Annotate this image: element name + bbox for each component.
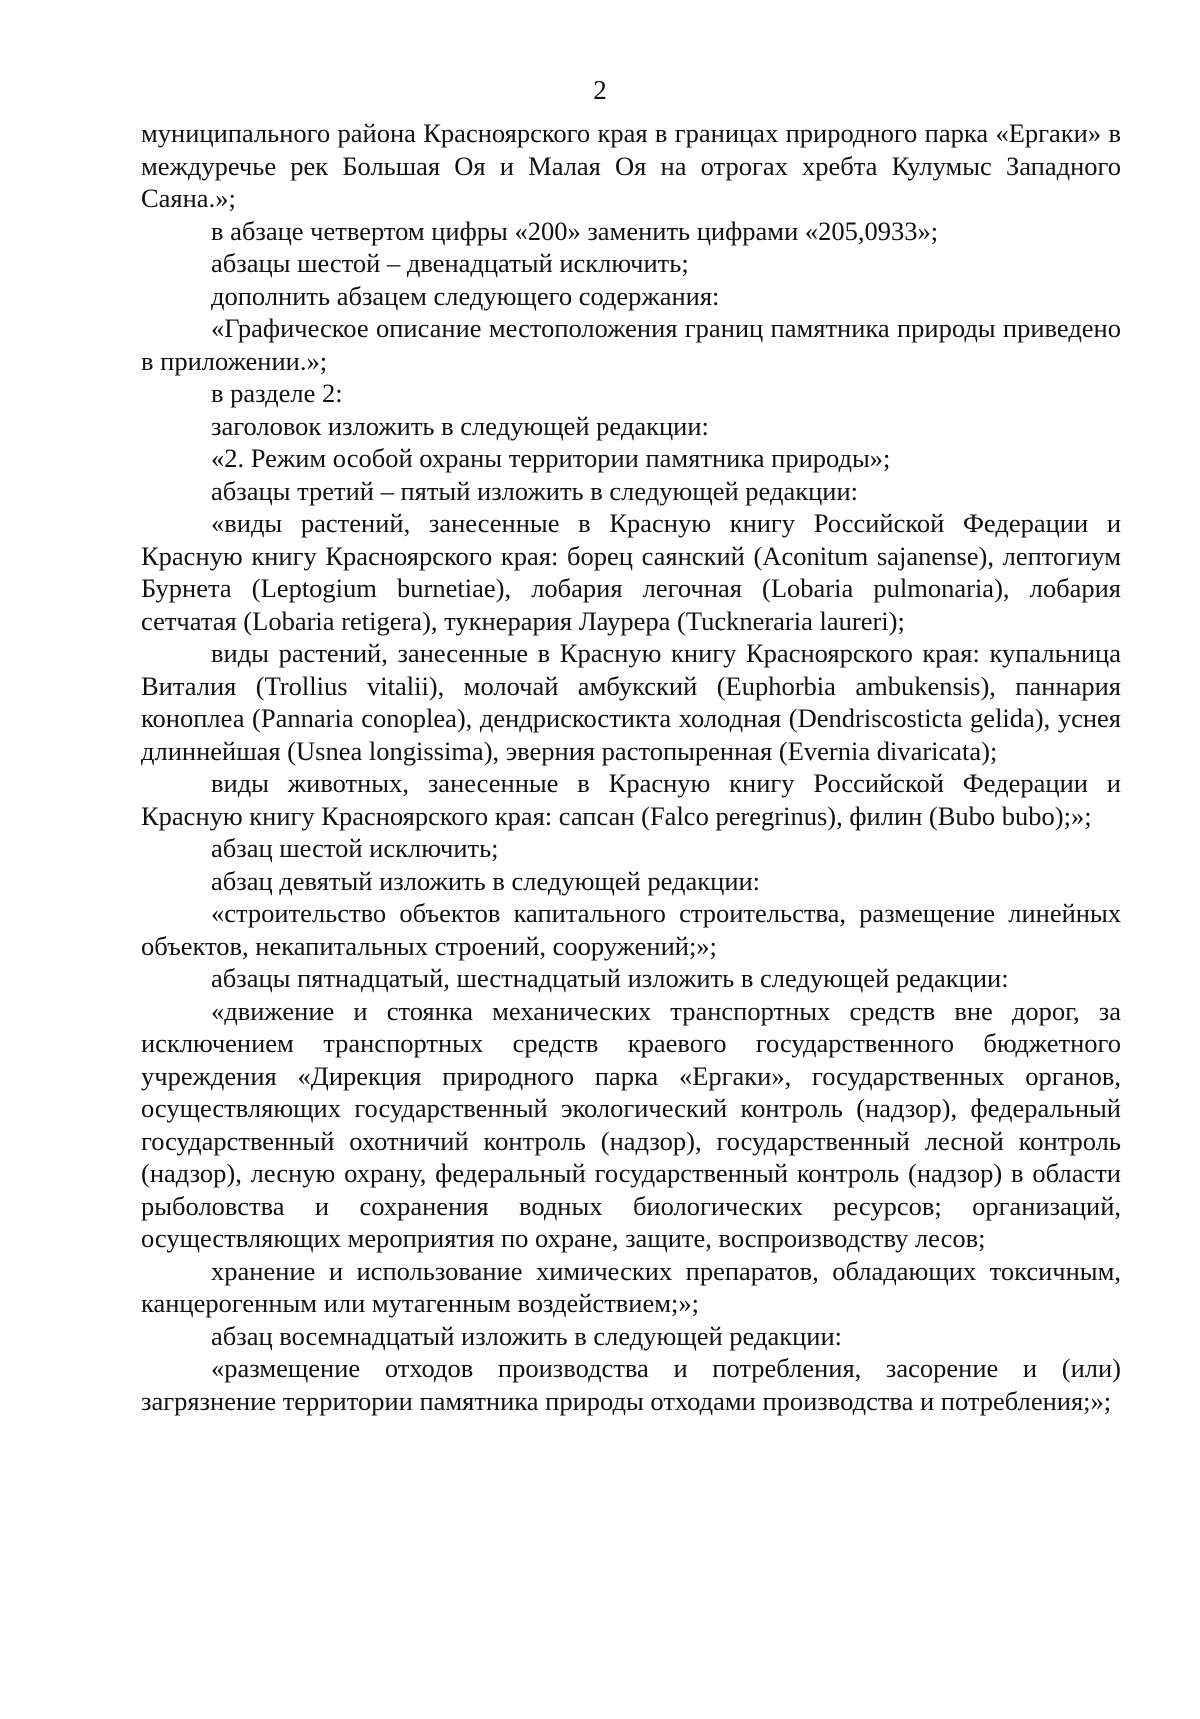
paragraph: абзацы шестой – двенадцатый исключить; [211, 248, 689, 278]
paragraph: «движение и стоянка механических транспортных средств вне дорог, за исключением транспортных средств краевого государственного бюджетного учреждения «Дирекция природного парка «Ергаки», государственных органов, осуществляющих государственный экологический контроль (надзор), федеральный государственный охотничий контроль (надзор), государственный лесной контроль (надзор), лесную охрану, федеральный государственный контроль (надзор) в области рыболовства и сохранения водных биологических ресурсов; организаций, осуществляющих мероприятия по охране, защите, воспроизводству лесов; [141, 995, 1121, 1253]
paragraph: виды растений, занесенные в Красную книгу Красноярского края: купальница Виталия (Trollius vitalii), молочай амбукский (Euphorbia ambukensis), паннария коноплеа (Pannaria conoplea), дендрискостикта холодная (Dendriscosticta gelida), уснея длиннейшая (Usnea longissima), эверния растопыренная (Evernia divaricata); [141, 638, 1121, 766]
paragraph: виды животных, занесенные в Красную книгу Российской Федерации и Красную книгу Красноярского края: сапсан (Falco peregrinus), филин (Bubo bubo);»; [141, 768, 1121, 831]
paragraph: в разделе 2: [211, 378, 343, 408]
paragraph: заголовок изложить в следующей редакции: [211, 410, 709, 441]
document-body [141, 117, 1121, 1417]
paragraph: абзац девятый изложить в следующей редакции: [211, 865, 761, 896]
paragraph: абзацы пятнадцатый, шестнадцатый изложить в следующей редакции: [211, 963, 1009, 993]
paragraph: «2. Режим особой охраны территории памятника природы»; [211, 443, 891, 473]
paragraph: дополнить абзацем следующего содержания: [211, 280, 720, 311]
page-number: 2 [593, 75, 607, 105]
paragraph: «строительство объектов капитального строительства, размещение линейных объектов, некапитальных строений, сооружений;»; [141, 898, 1121, 961]
paragraph: абзац восемнадцатый изложить в следующей редакции: [211, 1320, 842, 1351]
paragraph: «виды растений, занесенные в Красную книгу Российской Федерации и Красную книгу Красноярского края: борец саянский (Aconitum sajanense), лептогиум Бурнета (Leptogium burnetiae), лобария легочная (Lobaria pulmonaria), лобария сетчатая (Lobaria retigera), тукнерария Лаурера (Tuckneraria laureri); [141, 508, 1121, 636]
paragraph: «Графическое описание местоположения границ памятника природы приведено в приложении.»; [141, 313, 1121, 376]
paragraph: абзац шестой исключить; [211, 833, 499, 863]
paragraph: хранение и использование химических препаратов, обладающих токсичным, канцерогенным или мутагенным воздействием;»; [141, 1255, 1121, 1318]
paragraph: в абзаце четвертом цифры «200» заменить цифрами «205,0933»; [211, 215, 939, 246]
paragraph: абзацы третий – пятый изложить в следующей редакции: [211, 475, 858, 506]
paragraph: муниципального района Красноярского края в границах природного парка «Ергаки» в междуречье рек Большая Оя и Малая Оя на отрогах хребта Кулумыс Западного Саяна.»; [141, 118, 1121, 213]
paragraph: «размещение отходов производства и потребления, засорение и (или) загрязнение территории памятника природы отходами производства и потребления;»; [141, 1353, 1121, 1416]
